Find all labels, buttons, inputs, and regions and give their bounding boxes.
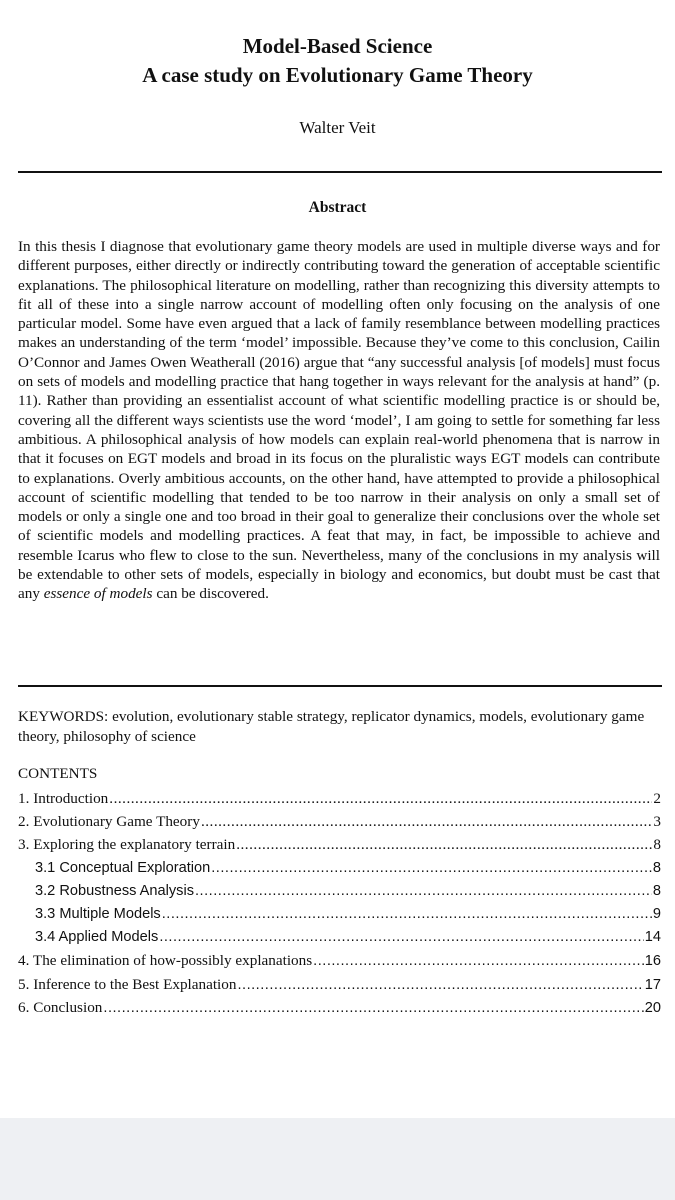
toc-entry-title: 2. Evolutionary Game Theory (18, 813, 200, 831)
divider-top (18, 171, 662, 173)
title-line-2: A case study on Evolutionary Game Theory (142, 63, 533, 87)
toc-entry-page: 8 (653, 836, 661, 854)
toc-entry-page: 17 (644, 976, 661, 993)
toc-entry-title: 3. Exploring the explanatory terrain (18, 836, 236, 854)
toc-entry-page: 3 (653, 813, 661, 831)
toc-entry-exploring-terrain[interactable] (18, 836, 661, 859)
keywords: KEYWORDS: evolution, evolutionary stable strategy, replicator dynamics, models, evolutionary game theory, philosophy of science (18, 708, 645, 745)
contents-heading: CONTENTS (18, 765, 98, 782)
toc-entry-page: 2 (653, 790, 661, 807)
toc-leader-dots (195, 883, 652, 899)
toc-entry-title: 6. Conclusion (18, 998, 103, 1016)
toc-leader-dots (201, 813, 652, 831)
toc-entry-title: 4. The elimination of how-possibly explanations (18, 952, 313, 970)
toc-entry-multiple-models[interactable] (18, 906, 661, 929)
toc-entry-introduction[interactable] (18, 790, 661, 813)
toc-leader-dots (159, 929, 643, 945)
toc-entry-page: 9 (652, 905, 661, 922)
toc-leader-dots (211, 860, 652, 876)
title-line-1: Model-Based Science (242, 34, 433, 58)
toc-entry-applied-models[interactable] (18, 929, 661, 952)
divider-bottom (18, 685, 662, 687)
abstract-text-main: In this thesis I diagnose that evolutionary game theory models are used in multiple diverse ways and for different purposes, either directly or indirectly contributing toward the generation of acceptable scientific explanations. The philosophical literature on modelling, rather than recognizing this diversity attempts to fit all of these into a single narrow account of modelling often only focusing on the analysis of one particular model. Some have even argued that a lack of family resemblance between modelling practices makes an understanding of the term ‘model’ impossible. Because they’ve come to this conclusion, Cailin O’Connor and James Owen Weatherall (2016) argue that “any successful analysis [of models] must focus on sets of models and modelling practice that hang together in ways relevant for the analysis at hand” (p. 11). Rather than providing an essentialist account of what scientific modelling practice is or should be, covering all the different ways scientists use the word ‘model’, I am going to settle for something far less ambitious. A philosophical analysis of how models can explain real-world phenomena that is narrow in that it focuses on EGT models and broad in its focus on the pluralistic ways EGT models can contribute to explanations. Overly ambitious accounts, on the other hand, have attempted to provide a philosophical account of scientific modelling that tended to be too narrow in their analysis on only a small set of models or only a single one and too broad in their goal to generalize their conclusions over the whole set of scientific models and modelling practices. A feat that may, in fact, be impossible to achieve and resemble Icarus who flew to close to the sun. Nevertheless, many of the conclusions in my analysis will be extendable to other sets of models, especially in biology and economics, but doubt must be cast that any (18, 238, 660, 603)
toc-entry-evolutionary-game-theory[interactable] (18, 813, 661, 836)
toc-entry-best-explanation[interactable] (18, 976, 661, 999)
toc-entry-page: 8 (652, 882, 661, 899)
toc-entry-robustness-analysis[interactable] (18, 883, 661, 906)
toc-entry-title: 1. Introduction (18, 790, 109, 807)
viewer-background (0, 1118, 675, 1200)
table-of-contents (18, 790, 661, 1022)
toc-leader-dots (313, 953, 644, 969)
toc-leader-dots (236, 836, 652, 854)
toc-entry-page: 14 (644, 929, 661, 946)
toc-entry-title: 3.1 Conceptual Exploration (35, 859, 211, 876)
toc-entry-page: 8 (652, 859, 661, 876)
toc-entry-conceptual-exploration[interactable] (18, 860, 661, 883)
toc-entry-page: 20 (644, 999, 661, 1016)
toc-entry-page: 16 (644, 953, 661, 970)
toc-entry-title: 3.2 Robustness Analysis (35, 882, 194, 899)
toc-entry-title: 5. Inference to the Best Explanation (18, 975, 237, 993)
abstract-emphasis: essence of models (43, 585, 153, 603)
abstract-heading: Abstract (308, 199, 367, 216)
toc-entry-title: 3.3 Multiple Models (35, 905, 161, 922)
toc-entry-title: 3.4 Applied Models (35, 929, 159, 946)
toc-entry-conclusion[interactable] (18, 999, 661, 1022)
toc-entry-how-possibly-explanations[interactable] (18, 952, 661, 975)
toc-leader-dots (237, 977, 643, 993)
abstract-text-end: can be discovered. (152, 585, 269, 603)
abstract-text (18, 237, 660, 604)
author-name: Walter Veit (299, 118, 376, 137)
toc-leader-dots (109, 790, 652, 808)
toc-leader-dots (162, 906, 652, 922)
toc-leader-dots (103, 1000, 643, 1016)
